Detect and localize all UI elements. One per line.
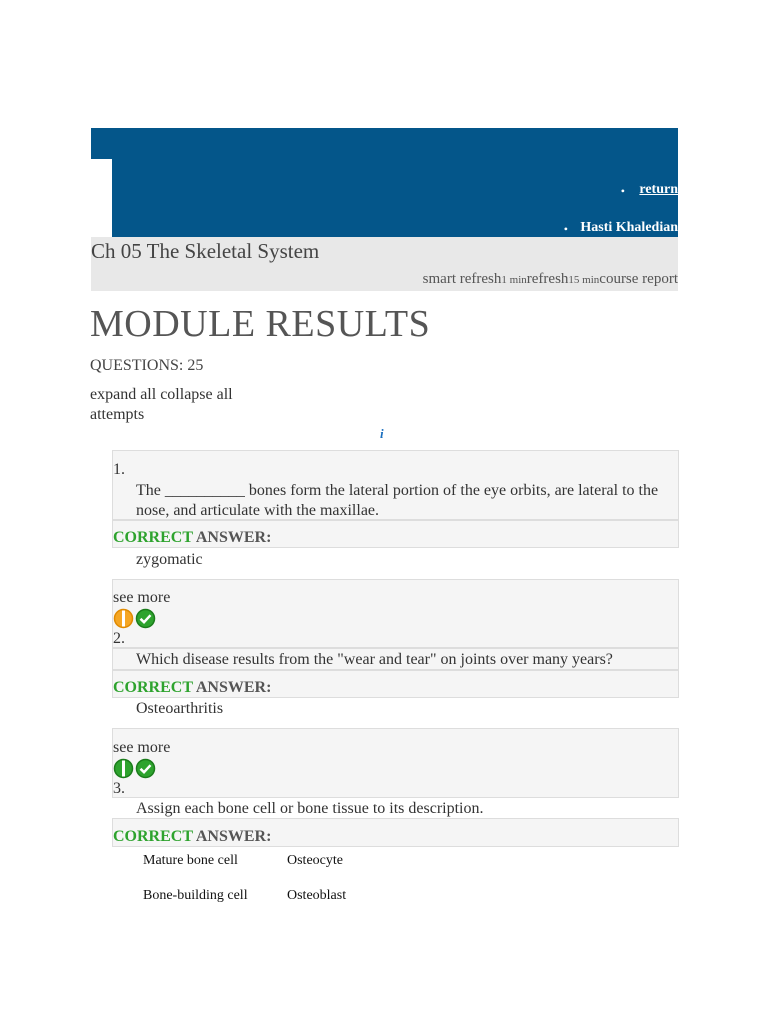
answer-word: ANSWER: — [195, 679, 272, 696]
correct-answer-label — [113, 828, 271, 846]
bullet: • — [620, 184, 625, 198]
half-confidence-icon — [113, 608, 134, 629]
correct-answer-label — [113, 529, 271, 547]
question-text: The __________ bones form the lateral portion of the eye orbits, are lateral to the nose, and articulate with the maxillae. — [136, 482, 659, 519]
refresh-interval: 15 min — [568, 274, 600, 286]
correct-answer-value: Osteoarthritis — [136, 700, 224, 717]
answer-word: ANSWER: — [195, 529, 272, 546]
correct-word: CORRECT — [113, 529, 193, 546]
half-confidence-icon — [113, 758, 134, 779]
correct-answer-label — [113, 679, 271, 697]
header-banner — [91, 128, 678, 237]
smart-refresh-label: smart refresh — [422, 271, 502, 287]
collapse-all-link[interactable]: collapse all — [160, 386, 233, 403]
info-icon[interactable]: i — [380, 426, 384, 441]
match-term: Osteocyte — [287, 853, 343, 868]
answer-word: ANSWER: — [195, 828, 272, 845]
see-more-box — [112, 728, 679, 798]
expand-all-link[interactable]: expand all — [90, 386, 157, 403]
correct-answer-value: zygomatic — [136, 551, 203, 568]
question-number: 3. — [113, 780, 125, 797]
return-link[interactable]: return — [639, 182, 678, 197]
question-text: Assign each bone cell or bone tissue to its description. — [136, 800, 484, 817]
match-term: Osteoblast — [287, 888, 347, 903]
questions-count: QUESTIONS: 25 — [90, 357, 204, 374]
course-report-link[interactable]: course report — [599, 271, 678, 287]
course-title: Ch 05 The Skeletal System — [91, 239, 320, 263]
see-more-box — [112, 579, 679, 648]
banner-notch — [91, 159, 112, 237]
course-titlebar — [91, 237, 678, 291]
course-toolbar — [423, 271, 678, 288]
see-more-link[interactable]: see more — [113, 739, 171, 756]
confidence-icons — [113, 758, 156, 779]
confidence-icons — [113, 608, 156, 629]
see-more-link[interactable]: see more — [113, 589, 171, 606]
correct-word: CORRECT — [113, 828, 193, 845]
question-text: Which disease results from the "wear and tear" on joints over many years? — [136, 651, 613, 668]
bullet: • — [563, 222, 568, 236]
smart-refresh-interval: 1 min — [501, 274, 527, 286]
match-description: Bone-building cell — [143, 888, 248, 903]
match-description: Mature bone cell — [143, 853, 238, 868]
question-number: 2. — [113, 630, 125, 647]
page-title: MODULE RESULTS — [90, 303, 431, 345]
refresh-link[interactable] — [527, 271, 600, 287]
check-circle-icon — [135, 758, 156, 779]
attempts-link[interactable]: attempts — [90, 406, 145, 423]
result-controls — [90, 385, 233, 425]
user-name-link[interactable]: Hasti Khaledian — [580, 220, 678, 235]
correct-word: CORRECT — [113, 679, 193, 696]
smart-refresh-link[interactable] — [423, 271, 527, 287]
check-circle-icon — [135, 608, 156, 629]
question-number: 1. — [113, 461, 125, 478]
refresh-label: refresh — [526, 271, 569, 287]
